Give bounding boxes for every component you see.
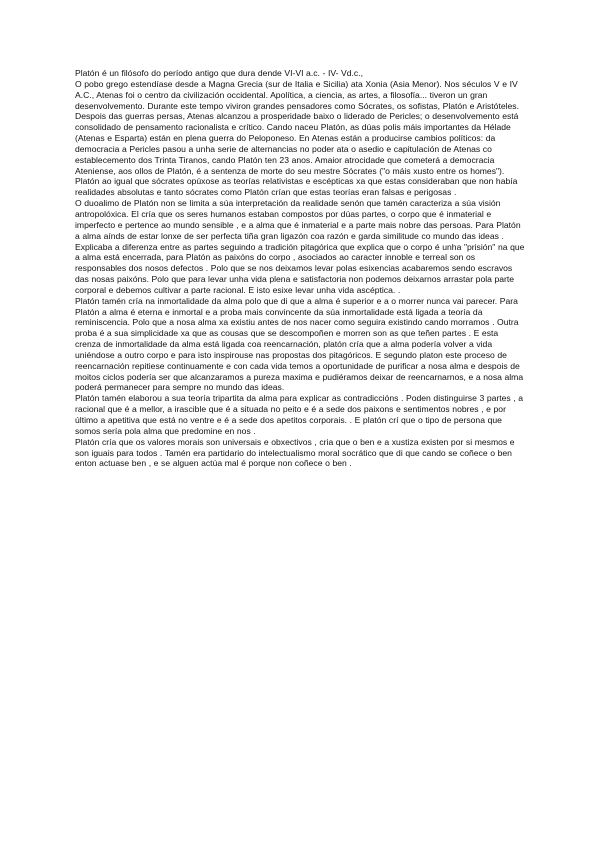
paragraph-context: O pobo grego estendíase desde a Magna Grecia (sur de Italia e Sicilia) ata Xonia (Asia Menor). Nos séculos V e IV A.C., Atenas foi o centro da civilización occidental. Apolítica, a ciencia, as artes, a filosofía... tiveron un gran desenvolvemento. Durante este tempo viviron grandes pensadores como Sócrates, os sofistas, Platón e Aristóteles. Despois das guerras persas, Atenas alcanzou a prosperidade baixo o liderado de Pericles; o desenvolvemento está consolidado de pensamento racionalista e crítico. Cando naceu Platón, as dúas polis máis importantes da Hélade (Atenas e Esparta) están en plena guerra do Peloponeso. En Atenas están a producirse cambios políticos: da democracia a Pericles pasou a unha serie de alternancias no poder ata o asedio e capitulación de Atenas co establecemento dos Trinta Tiranos, cando Platón ten 23 anos. Amaior atrocidade que cometerá a democracia Ateniense, aos ollos de Platón, é a sentenza de morte do seu mestre Sócrates ("o máis xusto entre os homes"). Platón ao igual que sócrates opúxose as teorías relativistas e escépticas xa que estas consideraban que non había realidades absolutas e tanto sócrates como Platón crían que estas teorías eran falsas e perigosas . [75, 78, 519, 198]
paragraph-moral-values: Platón cría que os valores morais son universais e obxectivos , cria que o ben e a xustiza existen por si mesmos e son iguais para todos . Tamén era partidario do intelectualismo moral socrático que di que cando se coñece o ben enton actuase ben , e se alguen actúa mal é porque non coñece o ben . [75, 436, 515, 469]
paragraph-immortality: Platón tamén cría na inmortalidade da alma polo que di que a alma é superior e a o morrer nunca vai parecer. Para Platón a alma é eterna e inmortal e a proba mais convincente da súa inmortalidade está ligada a teoría da reminiscencia. Polo que a nosa alma xa existiu antes de nos nacer como seguira existindo cando morramos . Outra proba é a sua simplicidade xa que as cousas que se descompoñen e morren son as que teñen partes . E esta crenza de inmortalidade da alma está ligada coa reencarnación, platón cría que a alma podería volver a vida uniéndose a outro corpo e para isto inspirouse nas propostas dos pitagóricos. E segundo platon este proceso de reencarnación repitiese continuamente e con cada vida temos a oportunidade de purificar a nosa alma e despois de moitos ciclos podería ser que alcanzaramos a pureza maxima e pudiéramos deixar de reencarnarnos, e a nosa alma poderá permanecer para sempre no mundo das ideas. [75, 295, 524, 393]
paragraph-dualism: O duoalimo de Platón non se limita a súa interpretación da realidade senón que tamén caracteriza a súa visión antropolóxica. El cría que os seres humanos estaban compostos por dúas partes, o corpo que é inmaterial e imperfecto e pertence ao mundo sensible , e a alma que é inmaterial e a parte mais nobre das persoas. Para Platón a alma aínds de estar lonxe de ser perfecta tiña gran ligazón coa razón e garda similitude co mundo das ideas . Explicaba a diferenza entre as partes seguindo a tradición pitagórica que explica que o corpo é unha "prisión" na que a alma está encerrada, para Platón as paixóns do corpo , asociados ao caracter innoble e terreal son os responsables dos nosos defectos . Polo que se nos deixamos levar polas esixencias acabaremos sendo escravos das nosas paixóns. Polo que para levar unha vida plena e satisfactoria non podemos deixarnos arrastar pola parte corporal e debemos cultivar a parte racional. E isto esixe levar unha vida ascéptica. . [75, 198, 525, 295]
paragraph-tripartite-soul: Platón tamén elaborou a sua teoría tripartita da alma para explicar as contradiccións . Poden distinguirse 3 partes , a racional que é a mellor, a irascible que é a situada no peito e é a sede dos paixons e sentimentos nobres , e por último a apetitiva que está no ventre e é a sede dos apetitos corporais. . E platón crí que o tipo de persona que somos sería pola alma que predomine en nos . [75, 393, 524, 436]
paragraph-intro: Platón é un filósofo do período antigo que dura dende VI-VI a.c. - IV- Vd.c., [75, 68, 364, 78]
